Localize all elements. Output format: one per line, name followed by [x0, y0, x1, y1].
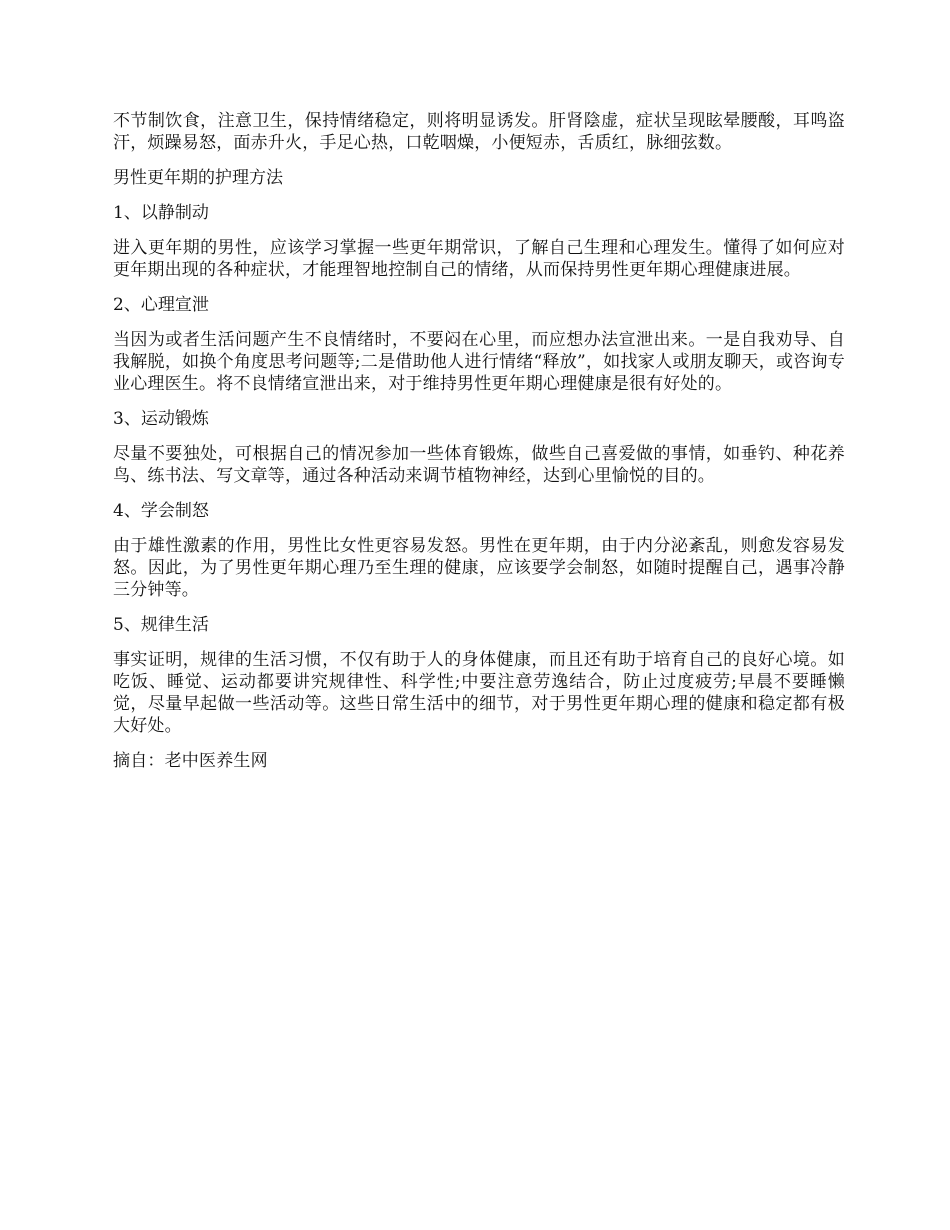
item-body-1: 进入更年期的男性，应该学习掌握一些更年期常识，了解自己生理和心理发生。懂得了如何应对更年期出现的各种症状，才能理智地控制自己的情绪，从而保持男性更年期心理健康进展。	[113, 238, 845, 280]
item-heading-1: 1、以静制动	[113, 203, 209, 223]
section-title: 男性更年期的护理方法	[113, 168, 283, 188]
item-body-5: 事实证明，规律的生活习惯，不仅有助于人的身体健康，而且还有助于培育自己的良好心境。如吃饭、睡觉、运动都要讲究规律性、科学性;中要注意劳逸结合，防止过度疲劳;早晨不要睡懒觉，尽量早起做一些活动等。这些日常生活中的细节，对于男性更年期心理的健康和稳定都有极大好处。	[113, 650, 845, 736]
item-heading-4: 4、学会制怒	[113, 501, 209, 521]
item-body-4: 由于雄性激素的作用，男性比女性更容易发怒。男性在更年期，由于内分泌紊乱，则愈发容易发怒。因此，为了男性更年期心理乃至生理的健康，应该要学会制怒，如随时提醒自己，遇事冷静三分钟等。	[113, 536, 845, 600]
item-body-3: 尽量不要独处，可根据自己的情况参加一些体育锻炼，做些自己喜爱做的事情，如垂钓、种花养鸟、练书法、写文章等，通过各种活动来调节植物神经，达到心里愉悦的目的。	[113, 444, 845, 486]
item-body-2: 当因为或者生活问题产生不良情绪时，不要闷在心里，而应想办法宣泄出来。一是自我劝导、自我解脱，如换个角度思考问题等;二是借助他人进行情绪“释放”，如找家人或朋友聊天，或咨询专业心理医生。将不良情绪宣泄出来，对于维持男性更年期心理健康是很有好处的。	[113, 330, 845, 394]
item-heading-2: 2、心理宣泄	[113, 295, 209, 315]
item-heading-3: 3、运动锻炼	[113, 409, 209, 429]
source-line: 摘自：老中医养生网	[113, 751, 268, 771]
intro-paragraph: 不节制饮食，注意卫生，保持情绪稳定，则将明显诱发。肝肾陰虚，症状呈现眩晕腰酸，耳鸣盗汗，烦躁易怒，面赤升火，手足心热，口乾咽燥，小便短赤，舌质红，脉细弦数。	[113, 111, 845, 153]
item-heading-5: 5、规律生活	[113, 615, 209, 635]
